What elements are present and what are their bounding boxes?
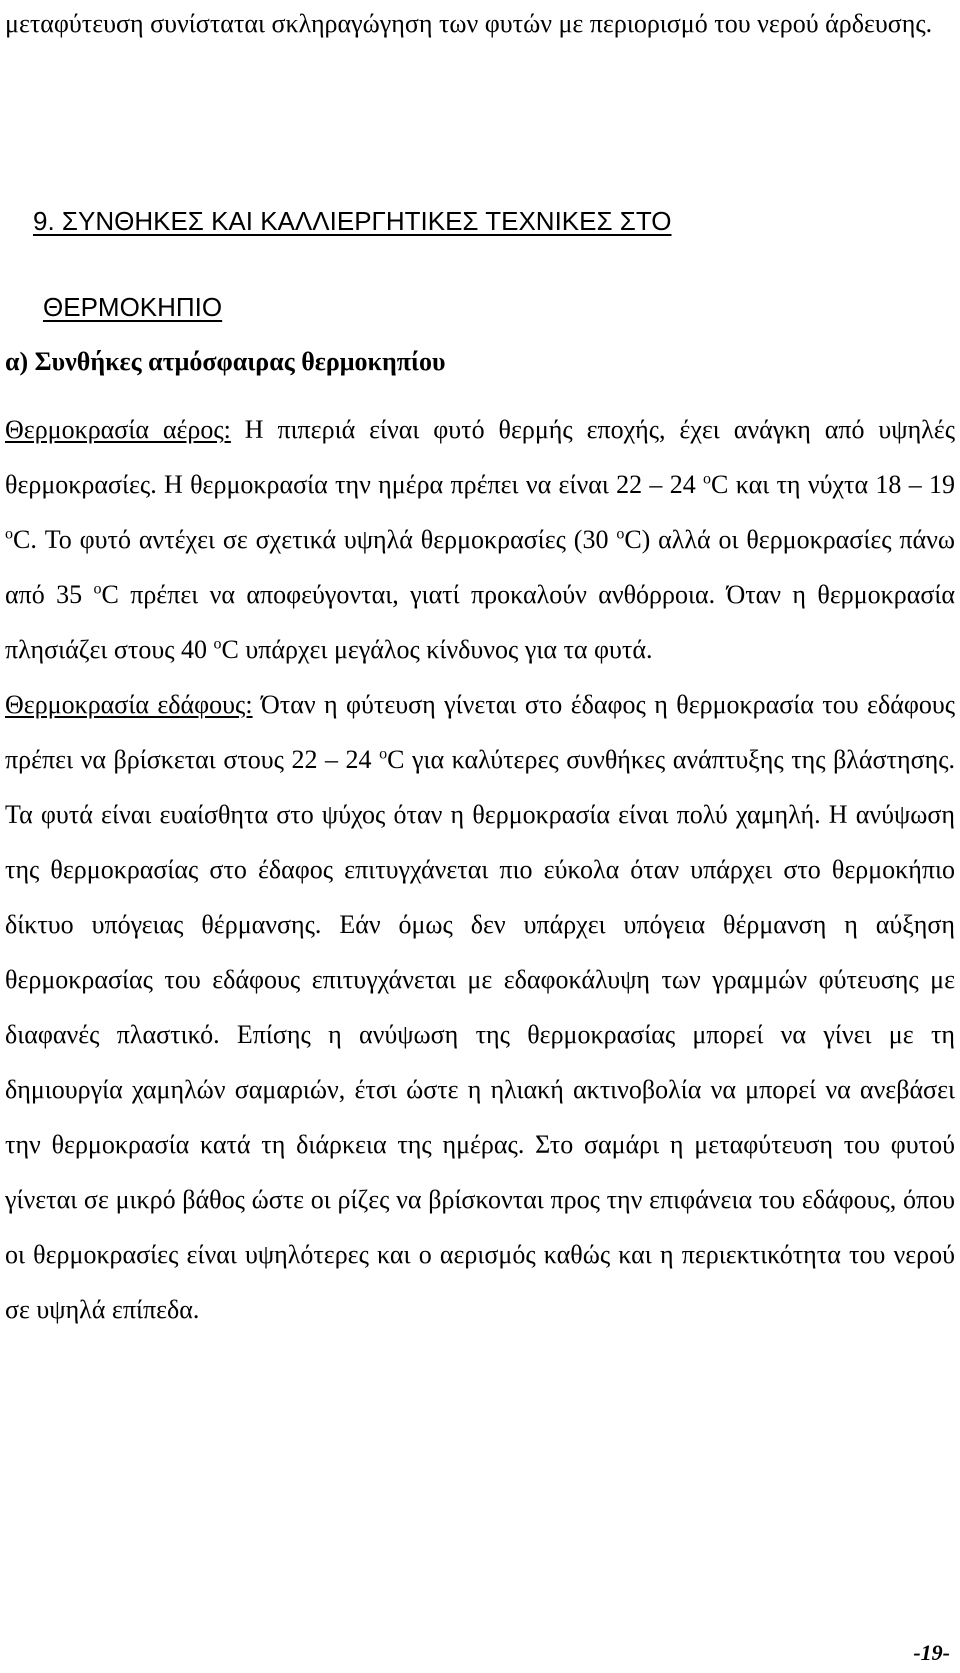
degree-sup: o (616, 525, 625, 543)
section-heading (5, 202, 955, 326)
soil-temperature-label: Θερμοκρασία εδάφους: (5, 690, 253, 719)
air-text-2: C και τη νύχτα 18 – 19 (711, 470, 955, 499)
degree-sup: o (5, 525, 13, 543)
air-temperature-paragraph (5, 402, 955, 677)
degree-sup: o (213, 635, 222, 653)
page-number: -19- (913, 1640, 950, 1665)
degree-sup: o (703, 470, 712, 488)
soil-text-1: Όταν η φύτευση γίνεται στο έδαφος η θερμοκρασία του εδάφους πρέπει να βρίσκεται στους 22 – 24 (5, 690, 955, 774)
air-text-3: C. Το φυτό αντέχει σε σχετικά υψηλά θερμοκρασίες (30 (13, 525, 617, 554)
section-heading-line1: 9. ΣΥΝΘΗΚΕΣ ΚΑΙ ΚΑΛΛΙΕΡΓΗΤΙΚΕΣ ΤΕΧΝΙΚΕΣ ΣΤΟ (33, 206, 672, 236)
soil-temperature-paragraph (5, 677, 955, 1337)
air-temperature-label: Θερμοκρασία αέρος: (5, 415, 231, 444)
intro-paragraph: μεταφύτευση συνίσταται σκληραγώγηση των φυτών με περιορισμό του νερού άρδευσης. (5, 9, 933, 38)
air-text-1: Η πιπεριά είναι φυτό θερμής εποχής, έχει ανάγκη από υψηλές θερμοκρασίες. Η θερμοκρασία την ημέρα πρέπει να είναι 22 – 24 (5, 415, 955, 499)
air-text-5: C πρέπει να αποφεύγονται, γιατί προκαλούν ανθόρροια. Όταν η θερμοκρασία πλησιάζει στους 40 (5, 580, 956, 664)
degree-sup: o (379, 745, 388, 763)
air-text-4: C) αλλά οι θερμοκρασίες πάνω από 35 (5, 525, 955, 609)
air-text-6: C υπάρχει μεγάλος κίνδυνος για τα φυτά. (221, 635, 653, 664)
body-text (5, 402, 955, 1337)
degree-sup: o (93, 580, 102, 598)
section-heading-line2: ΘΕΡΜΟΚΗΠΙΟ (43, 292, 223, 322)
document-page (5, 0, 956, 1324)
subsection-heading: α) Συνθήκες ατμόσφαιρας θερμοκηπίου (5, 347, 446, 376)
soil-text-2: C για καλύτερες συνθήκες ανάπτυξης της βλάστησης. Τα φυτά είναι ευαίσθητα στο ψύχος όταν η θερμοκρασία είναι πολύ χαμηλή. Η ανύψωση της θερμοκρασίας στο έδαφος επιτυγχάνεται πιο εύκολα όταν υπάρχει στο θερμοκήπιο δίκτυο υπόγειας θέρμανσης. Εάν όμως δεν υπάρχει υπόγεια θέρμανση η αύξηση θερμοκρασίας του εδάφους επιτυγχάνεται με εδαφοκάλυψη των γραμμών φύτευσης με διαφανές πλαστικό. Επίσης η ανύψωση της θερμοκρασίας μπορεί να γίνει με τη δημιουργία χαμηλών σαμαριών, έτσι ώστε η ηλιακή ακτινοβολία να μπορεί να ανεβάσει την θερμοκρασία κατά τη διάρκεια της ημέρας. Στο σαμάρι η μεταφύτευση του φυτού γίνεται σε μικρό βάθος ώστε οι ρίζες να βρίσκονται προς την επιφάνεια του εδάφους, όπου οι θερμοκρασίες είναι υψηλότερες και ο αερισμός καθώς και η περιεκτικότητα του νερού σε υψηλά επίπεδα. (5, 745, 955, 1324)
